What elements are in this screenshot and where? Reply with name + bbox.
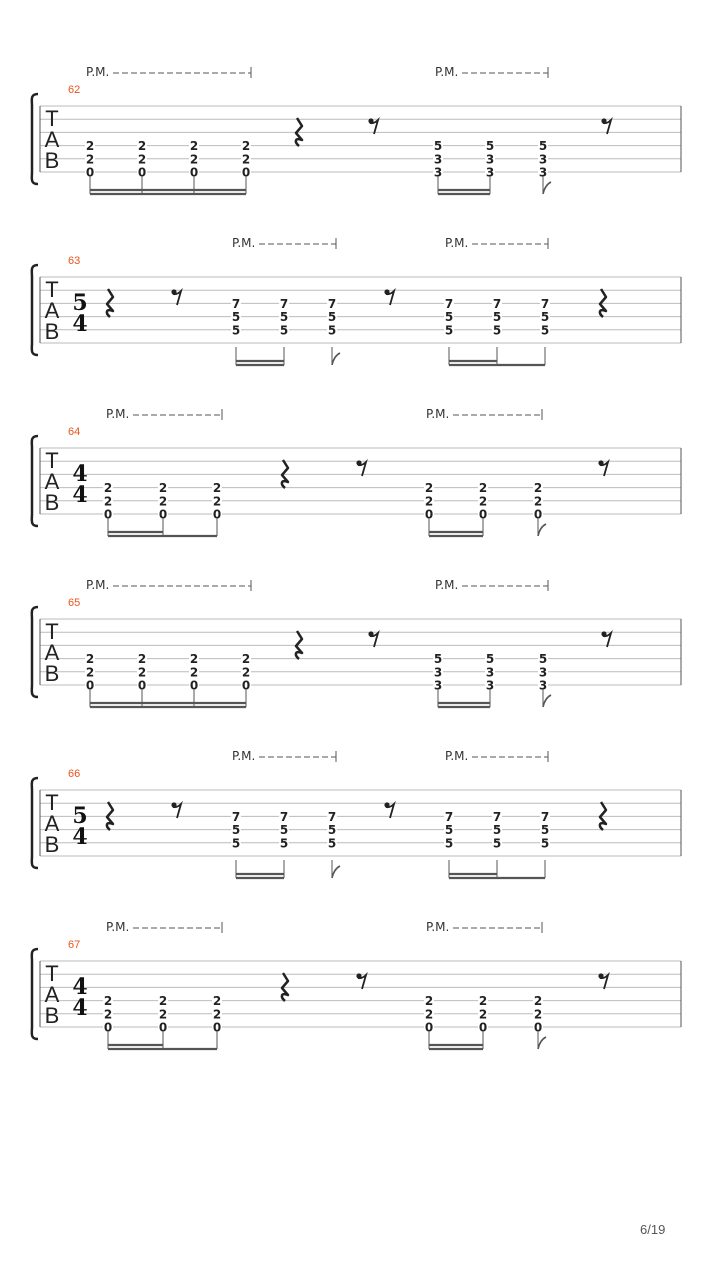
fret-number: 2 xyxy=(533,1007,543,1022)
note-flag xyxy=(543,695,551,707)
chord xyxy=(103,481,113,521)
system-bracket xyxy=(32,265,38,355)
bar-number: 66 xyxy=(68,768,81,780)
fret-number: 0 xyxy=(158,1020,168,1035)
fret-number: 0 xyxy=(533,507,543,522)
chord xyxy=(485,139,495,179)
chord xyxy=(444,810,454,850)
fret-number: 2 xyxy=(241,665,251,680)
tab-system-66 xyxy=(32,749,681,878)
fret-number: 0 xyxy=(137,678,147,693)
fret-number: 2 xyxy=(241,652,251,667)
chord xyxy=(540,297,550,337)
fret-number: 7 xyxy=(279,296,289,311)
chord xyxy=(189,139,199,179)
fret-number: 0 xyxy=(533,1020,543,1035)
palm-mute-label: P.M. xyxy=(106,920,130,934)
fret-number: 3 xyxy=(538,165,548,180)
tab-letter-b: B xyxy=(44,319,60,344)
fret-number: 5 xyxy=(540,823,550,838)
fret-number: 5 xyxy=(485,139,495,154)
tab-letter-t: T xyxy=(45,961,59,986)
chord xyxy=(433,652,443,692)
chord xyxy=(279,297,289,337)
fret-number: 0 xyxy=(241,165,251,180)
fret-number: 5 xyxy=(538,652,548,667)
fret-number: 3 xyxy=(538,678,548,693)
fret-number: 0 xyxy=(424,1020,434,1035)
fret-number: 2 xyxy=(85,665,95,680)
tab-letter-b: B xyxy=(44,1003,60,1028)
chord xyxy=(538,652,548,692)
chord xyxy=(478,481,488,521)
chord xyxy=(424,994,434,1034)
fret-number: 5 xyxy=(492,310,502,325)
fret-number: 2 xyxy=(189,652,199,667)
tab-letter-b: B xyxy=(44,148,60,173)
time-signature-top: 5 xyxy=(72,803,88,829)
fret-number: 3 xyxy=(433,678,443,693)
fret-number: 5 xyxy=(279,310,289,325)
fret-number: 3 xyxy=(433,152,443,167)
fret-number: 5 xyxy=(444,323,454,338)
fret-number: 0 xyxy=(424,507,434,522)
chord xyxy=(158,994,168,1034)
fret-number: 5 xyxy=(492,823,502,838)
chord xyxy=(424,481,434,521)
fret-number: 2 xyxy=(158,494,168,509)
bar-number: 65 xyxy=(68,597,81,609)
tab-letter-a: A xyxy=(44,469,60,494)
fret-number: 0 xyxy=(158,507,168,522)
palm-mute-label: P.M. xyxy=(86,65,110,79)
fret-number: 2 xyxy=(478,494,488,509)
fret-number: 7 xyxy=(444,296,454,311)
fret-number: 0 xyxy=(85,165,95,180)
fret-number: 7 xyxy=(492,296,502,311)
chord xyxy=(85,139,95,179)
time-signature-top: 4 xyxy=(72,461,88,487)
tab-system-65 xyxy=(32,578,681,707)
system-bracket xyxy=(32,778,38,868)
palm-mute-label: P.M. xyxy=(86,578,110,592)
fret-number: 0 xyxy=(85,678,95,693)
fret-number: 0 xyxy=(137,165,147,180)
fret-number: 2 xyxy=(424,481,434,496)
fret-number: 5 xyxy=(444,823,454,838)
fret-number: 2 xyxy=(137,652,147,667)
chord xyxy=(85,652,95,692)
tab-system-62 xyxy=(32,65,681,194)
fret-number: 5 xyxy=(327,823,337,838)
tab-letter-t: T xyxy=(45,448,59,473)
chord xyxy=(433,139,443,179)
fret-number: 0 xyxy=(478,507,488,522)
fret-number: 3 xyxy=(485,152,495,167)
chord xyxy=(137,139,147,179)
chord xyxy=(540,810,550,850)
palm-mute-label: P.M. xyxy=(435,65,459,79)
chord xyxy=(327,297,337,337)
fret-number: 5 xyxy=(231,823,241,838)
tab-letter-t: T xyxy=(45,106,59,131)
fret-number: 2 xyxy=(189,139,199,154)
bar-number: 67 xyxy=(68,939,81,951)
fret-number: 2 xyxy=(158,481,168,496)
time-signature-bottom: 4 xyxy=(72,482,88,508)
fret-number: 7 xyxy=(279,809,289,824)
bar-number: 63 xyxy=(68,255,81,267)
fret-number: 5 xyxy=(279,836,289,851)
tab-system-63 xyxy=(32,236,681,365)
page-number: 6/19 xyxy=(640,1222,666,1237)
fret-number: 3 xyxy=(538,152,548,167)
chord xyxy=(189,652,199,692)
fret-number: 5 xyxy=(444,836,454,851)
fret-number: 3 xyxy=(433,165,443,180)
palm-mute-label: P.M. xyxy=(445,236,469,250)
chord xyxy=(241,139,251,179)
chord xyxy=(231,297,241,337)
fret-number: 3 xyxy=(538,665,548,680)
chord xyxy=(485,652,495,692)
fret-number: 2 xyxy=(103,1007,113,1022)
fret-number: 7 xyxy=(327,296,337,311)
fret-number: 0 xyxy=(212,1020,222,1035)
fret-number: 5 xyxy=(540,323,550,338)
fret-number: 5 xyxy=(444,310,454,325)
chord xyxy=(279,810,289,850)
fret-number: 5 xyxy=(433,652,443,667)
tab-letter-t: T xyxy=(45,790,59,815)
fret-number: 2 xyxy=(137,665,147,680)
fret-number: 5 xyxy=(231,310,241,325)
system-bracket xyxy=(32,94,38,184)
fret-number: 7 xyxy=(231,296,241,311)
chord xyxy=(212,994,222,1034)
fret-number: 0 xyxy=(478,1020,488,1035)
fret-number: 2 xyxy=(158,994,168,1009)
bar-number: 64 xyxy=(68,426,81,438)
fret-number: 2 xyxy=(85,652,95,667)
bar-number: 62 xyxy=(68,84,81,96)
fret-number: 5 xyxy=(540,310,550,325)
fret-number: 7 xyxy=(444,809,454,824)
palm-mute-label: P.M. xyxy=(435,578,459,592)
palm-mute-label: P.M. xyxy=(426,407,450,421)
note-flag xyxy=(332,353,340,365)
fret-number: 2 xyxy=(424,1007,434,1022)
palm-mute-label: P.M. xyxy=(106,407,130,421)
time-signature-bottom: 4 xyxy=(72,824,88,850)
fret-number: 5 xyxy=(279,823,289,838)
fret-number: 0 xyxy=(241,678,251,693)
fret-number: 7 xyxy=(540,809,550,824)
fret-number: 7 xyxy=(540,296,550,311)
chord xyxy=(492,297,502,337)
fret-number: 2 xyxy=(189,665,199,680)
tab-letter-b: B xyxy=(44,832,60,857)
note-flag xyxy=(332,866,340,878)
fret-number: 0 xyxy=(212,507,222,522)
fret-number: 2 xyxy=(212,481,222,496)
fret-number: 0 xyxy=(189,165,199,180)
chord xyxy=(212,481,222,521)
fret-number: 5 xyxy=(492,323,502,338)
fret-number: 2 xyxy=(85,152,95,167)
tab-system-64 xyxy=(32,407,681,536)
fret-number: 2 xyxy=(533,481,543,496)
chord xyxy=(478,994,488,1034)
fret-number: 2 xyxy=(103,994,113,1009)
system-bracket xyxy=(32,949,38,1039)
fret-number: 2 xyxy=(424,494,434,509)
chord xyxy=(137,652,147,692)
fret-number: 5 xyxy=(538,139,548,154)
fret-number: 7 xyxy=(327,809,337,824)
fret-number: 2 xyxy=(85,139,95,154)
note-flag xyxy=(538,1037,546,1049)
fret-number: 2 xyxy=(478,481,488,496)
fret-number: 2 xyxy=(158,1007,168,1022)
fret-number: 2 xyxy=(478,1007,488,1022)
fret-number: 5 xyxy=(492,836,502,851)
fret-number: 2 xyxy=(533,994,543,1009)
fret-number: 3 xyxy=(485,678,495,693)
fret-number: 3 xyxy=(485,165,495,180)
fret-number: 5 xyxy=(327,310,337,325)
fret-number: 2 xyxy=(478,994,488,1009)
fret-number: 5 xyxy=(540,836,550,851)
palm-mute-label: P.M. xyxy=(426,920,450,934)
palm-mute-label: P.M. xyxy=(232,236,256,250)
chord xyxy=(231,810,241,850)
tab-letter-b: B xyxy=(44,490,60,515)
chord xyxy=(103,994,113,1034)
fret-number: 2 xyxy=(241,139,251,154)
time-signature-top: 5 xyxy=(72,290,88,316)
chord xyxy=(327,810,337,850)
fret-number: 3 xyxy=(485,665,495,680)
system-bracket xyxy=(32,436,38,526)
fret-number: 2 xyxy=(533,494,543,509)
fret-number: 3 xyxy=(433,665,443,680)
fret-number: 2 xyxy=(189,152,199,167)
note-flag xyxy=(543,182,551,194)
tab-letter-a: A xyxy=(44,811,60,836)
fret-number: 5 xyxy=(327,323,337,338)
fret-number: 5 xyxy=(231,323,241,338)
fret-number: 5 xyxy=(485,652,495,667)
fret-number: 2 xyxy=(103,481,113,496)
fret-number: 5 xyxy=(433,139,443,154)
time-signature-bottom: 4 xyxy=(72,311,88,337)
fret-number: 7 xyxy=(492,809,502,824)
tab-system-67 xyxy=(32,920,681,1049)
fret-number: 2 xyxy=(103,494,113,509)
tab-letter-t: T xyxy=(45,277,59,302)
chord xyxy=(444,297,454,337)
tab-letter-b: B xyxy=(44,661,60,686)
fret-number: 7 xyxy=(231,809,241,824)
fret-number: 0 xyxy=(189,678,199,693)
fret-number: 2 xyxy=(424,994,434,1009)
note-flag xyxy=(538,524,546,536)
fret-number: 2 xyxy=(241,152,251,167)
tab-letter-a: A xyxy=(44,982,60,1007)
chord xyxy=(241,652,251,692)
palm-mute-label: P.M. xyxy=(445,749,469,763)
fret-number: 2 xyxy=(212,494,222,509)
tab-letter-t: T xyxy=(45,619,59,644)
chord xyxy=(533,994,543,1034)
fret-number: 5 xyxy=(231,836,241,851)
fret-number: 5 xyxy=(327,836,337,851)
fret-number: 2 xyxy=(212,1007,222,1022)
fret-number: 0 xyxy=(103,1020,113,1035)
fret-number: 5 xyxy=(279,323,289,338)
chord xyxy=(492,810,502,850)
tab-letter-a: A xyxy=(44,640,60,665)
fret-number: 2 xyxy=(137,152,147,167)
tab-letter-a: A xyxy=(44,127,60,152)
fret-number: 2 xyxy=(212,994,222,1009)
chord xyxy=(533,481,543,521)
palm-mute-label: P.M. xyxy=(232,749,256,763)
chord xyxy=(538,139,548,179)
time-signature-bottom: 4 xyxy=(72,995,88,1021)
tab-letter-a: A xyxy=(44,298,60,323)
time-signature-top: 4 xyxy=(72,974,88,1000)
fret-number: 0 xyxy=(103,507,113,522)
fret-number: 2 xyxy=(137,139,147,154)
system-bracket xyxy=(32,607,38,697)
chord xyxy=(158,481,168,521)
